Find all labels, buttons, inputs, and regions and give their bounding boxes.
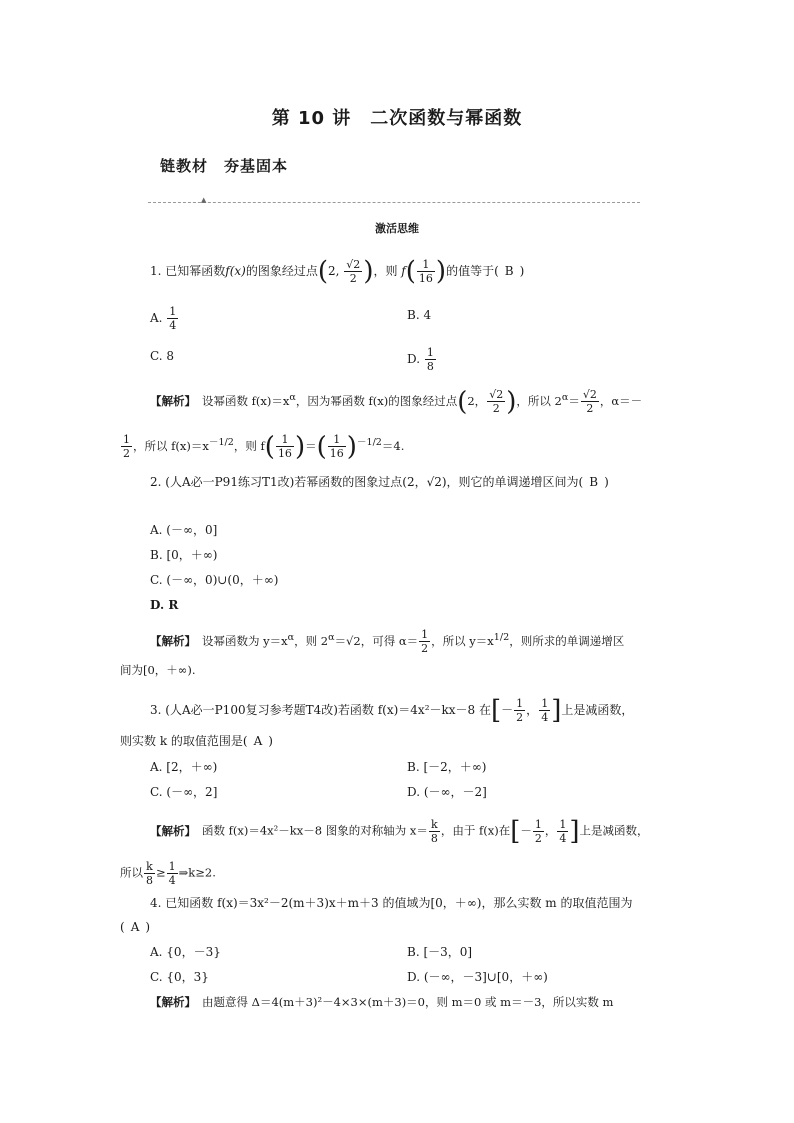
section-heading: 链教材 夯基固本 [160, 157, 289, 175]
q1-fraction: $\frac{√2}{2}$ [346, 258, 361, 285]
q1-stem: 1. 已知幂函数f(x)的图象经过点(2, $\frac{√2}{2}$ )，则 f( $\frac{1}{16}$ )的值等于( B ) [150, 256, 525, 287]
q3-option-a: A. [2，＋∞) [150, 760, 218, 774]
q2-option-b: B. [0，＋∞) [150, 548, 218, 562]
q4-stem: 4. 已知函数 f(x)＝3x²－2(m＋3)x＋m＋3 的值域为[0，＋∞)，那么实数 m 的取值范围为 [150, 896, 633, 910]
q4-option-a: A. {0，－3} [150, 945, 221, 959]
q1-option-b: B. 4 [407, 308, 432, 322]
q2-analysis-1: 【解析】 设幂函数为 $y=x^\alpha$，则 $2^\alpha=√2$，可得 α＝ $\frac{1}{2}$ ，所以 $y=x^{1/2}$，则所求的单调递增区 [150, 628, 625, 656]
q3-answer: A [253, 734, 263, 748]
q4-stem-2: ( A ) [120, 920, 151, 934]
q1-option-d: D. $\frac{1}{8}$ [407, 346, 434, 373]
q3-option-c: C. (－∞，2] [150, 785, 218, 799]
q3-analysis-2: 所以 $\frac{k}{8}$ ≥ $\frac{1}{4}$ ⇒k≥2. [120, 860, 216, 887]
q4-answer: A [130, 920, 140, 934]
q2-analysis-2: 间为[0，＋∞). [120, 663, 196, 677]
q1-answer: B [504, 264, 514, 278]
q3-option-b: B. [－2，＋∞) [407, 760, 487, 774]
q2-option-c: C. (－∞，0)∪(0，＋∞) [150, 573, 279, 587]
q1-option-a: A. $\frac{1}{4}$ [150, 305, 177, 332]
q2-option-d: D. R [150, 598, 179, 612]
lecture-title: 第 10 讲 二次函数与幂函数 [271, 108, 523, 129]
q4-option-c: C. {0，3} [150, 970, 209, 984]
q3-analysis-1: 【解析】 函数 f(x)＝4x²－kx－8 图象的对称轴为 x＝ $\frac{k}{8}$ ，由于 f(x)在[－ $\frac{1}{2}$ ， $\frac{1}{4}$ ]上是减函数， [150, 816, 649, 847]
sub-heading: 激活思维 [375, 222, 419, 235]
q1-analysis-1: 【解析】 设幂函数 $f(x)=x^\alpha$，因为幂函数 f(x)的图象经过点(2， $\frac{√2}{2}$ )，所以 $2^\alpha=$ $\frac{√2}{2}$ ，α＝－ [150, 386, 643, 417]
q1-fraction: $\frac{1}{16}$ [418, 258, 433, 285]
q1-analysis-2: $\frac{1}{2}$ ，所以 $f(x)=x^{-1/2}$，则 f( $\frac{1}{16}$ )＝( $\frac{1}{16}$ )$^{-1/2}$＝4. [123, 431, 405, 462]
q3-stem: 3. (人A必一P100复习参考题T4改)若函数 f(x)＝4x²－kx－8 在[－ $\frac{1}{2}$ ， $\frac{1}{4}$ ]上是减函数， [150, 695, 634, 726]
q3-option-d: D. (－∞，－2] [407, 785, 487, 799]
q2-answer: B [589, 475, 599, 489]
q4-analysis-1: 【解析】 由题意得 Δ＝4(m＋3)²－4×3×(m＋3)＝0，则 m＝0 或 m＝－3，所以实数 m [150, 995, 614, 1009]
q2-option-a: A. (－∞，0] [150, 523, 218, 537]
q4-option-b: B. [－3，0] [407, 945, 473, 959]
q4-option-d: D. (－∞，－3]∪[0，＋∞) [407, 970, 548, 984]
divider-triangle-icon: ▲ [201, 196, 207, 204]
dashed-divider [148, 202, 640, 203]
q2-stem: 2. (人A必一P91练习T1改)若幂函数的图象过点(2，√2)，则它的单调递增区间为( B ) [150, 475, 609, 489]
q3-stem-2: 则实数 k 的取值范围是( A ) [120, 734, 273, 748]
q1-option-c: C. 8 [150, 349, 175, 363]
